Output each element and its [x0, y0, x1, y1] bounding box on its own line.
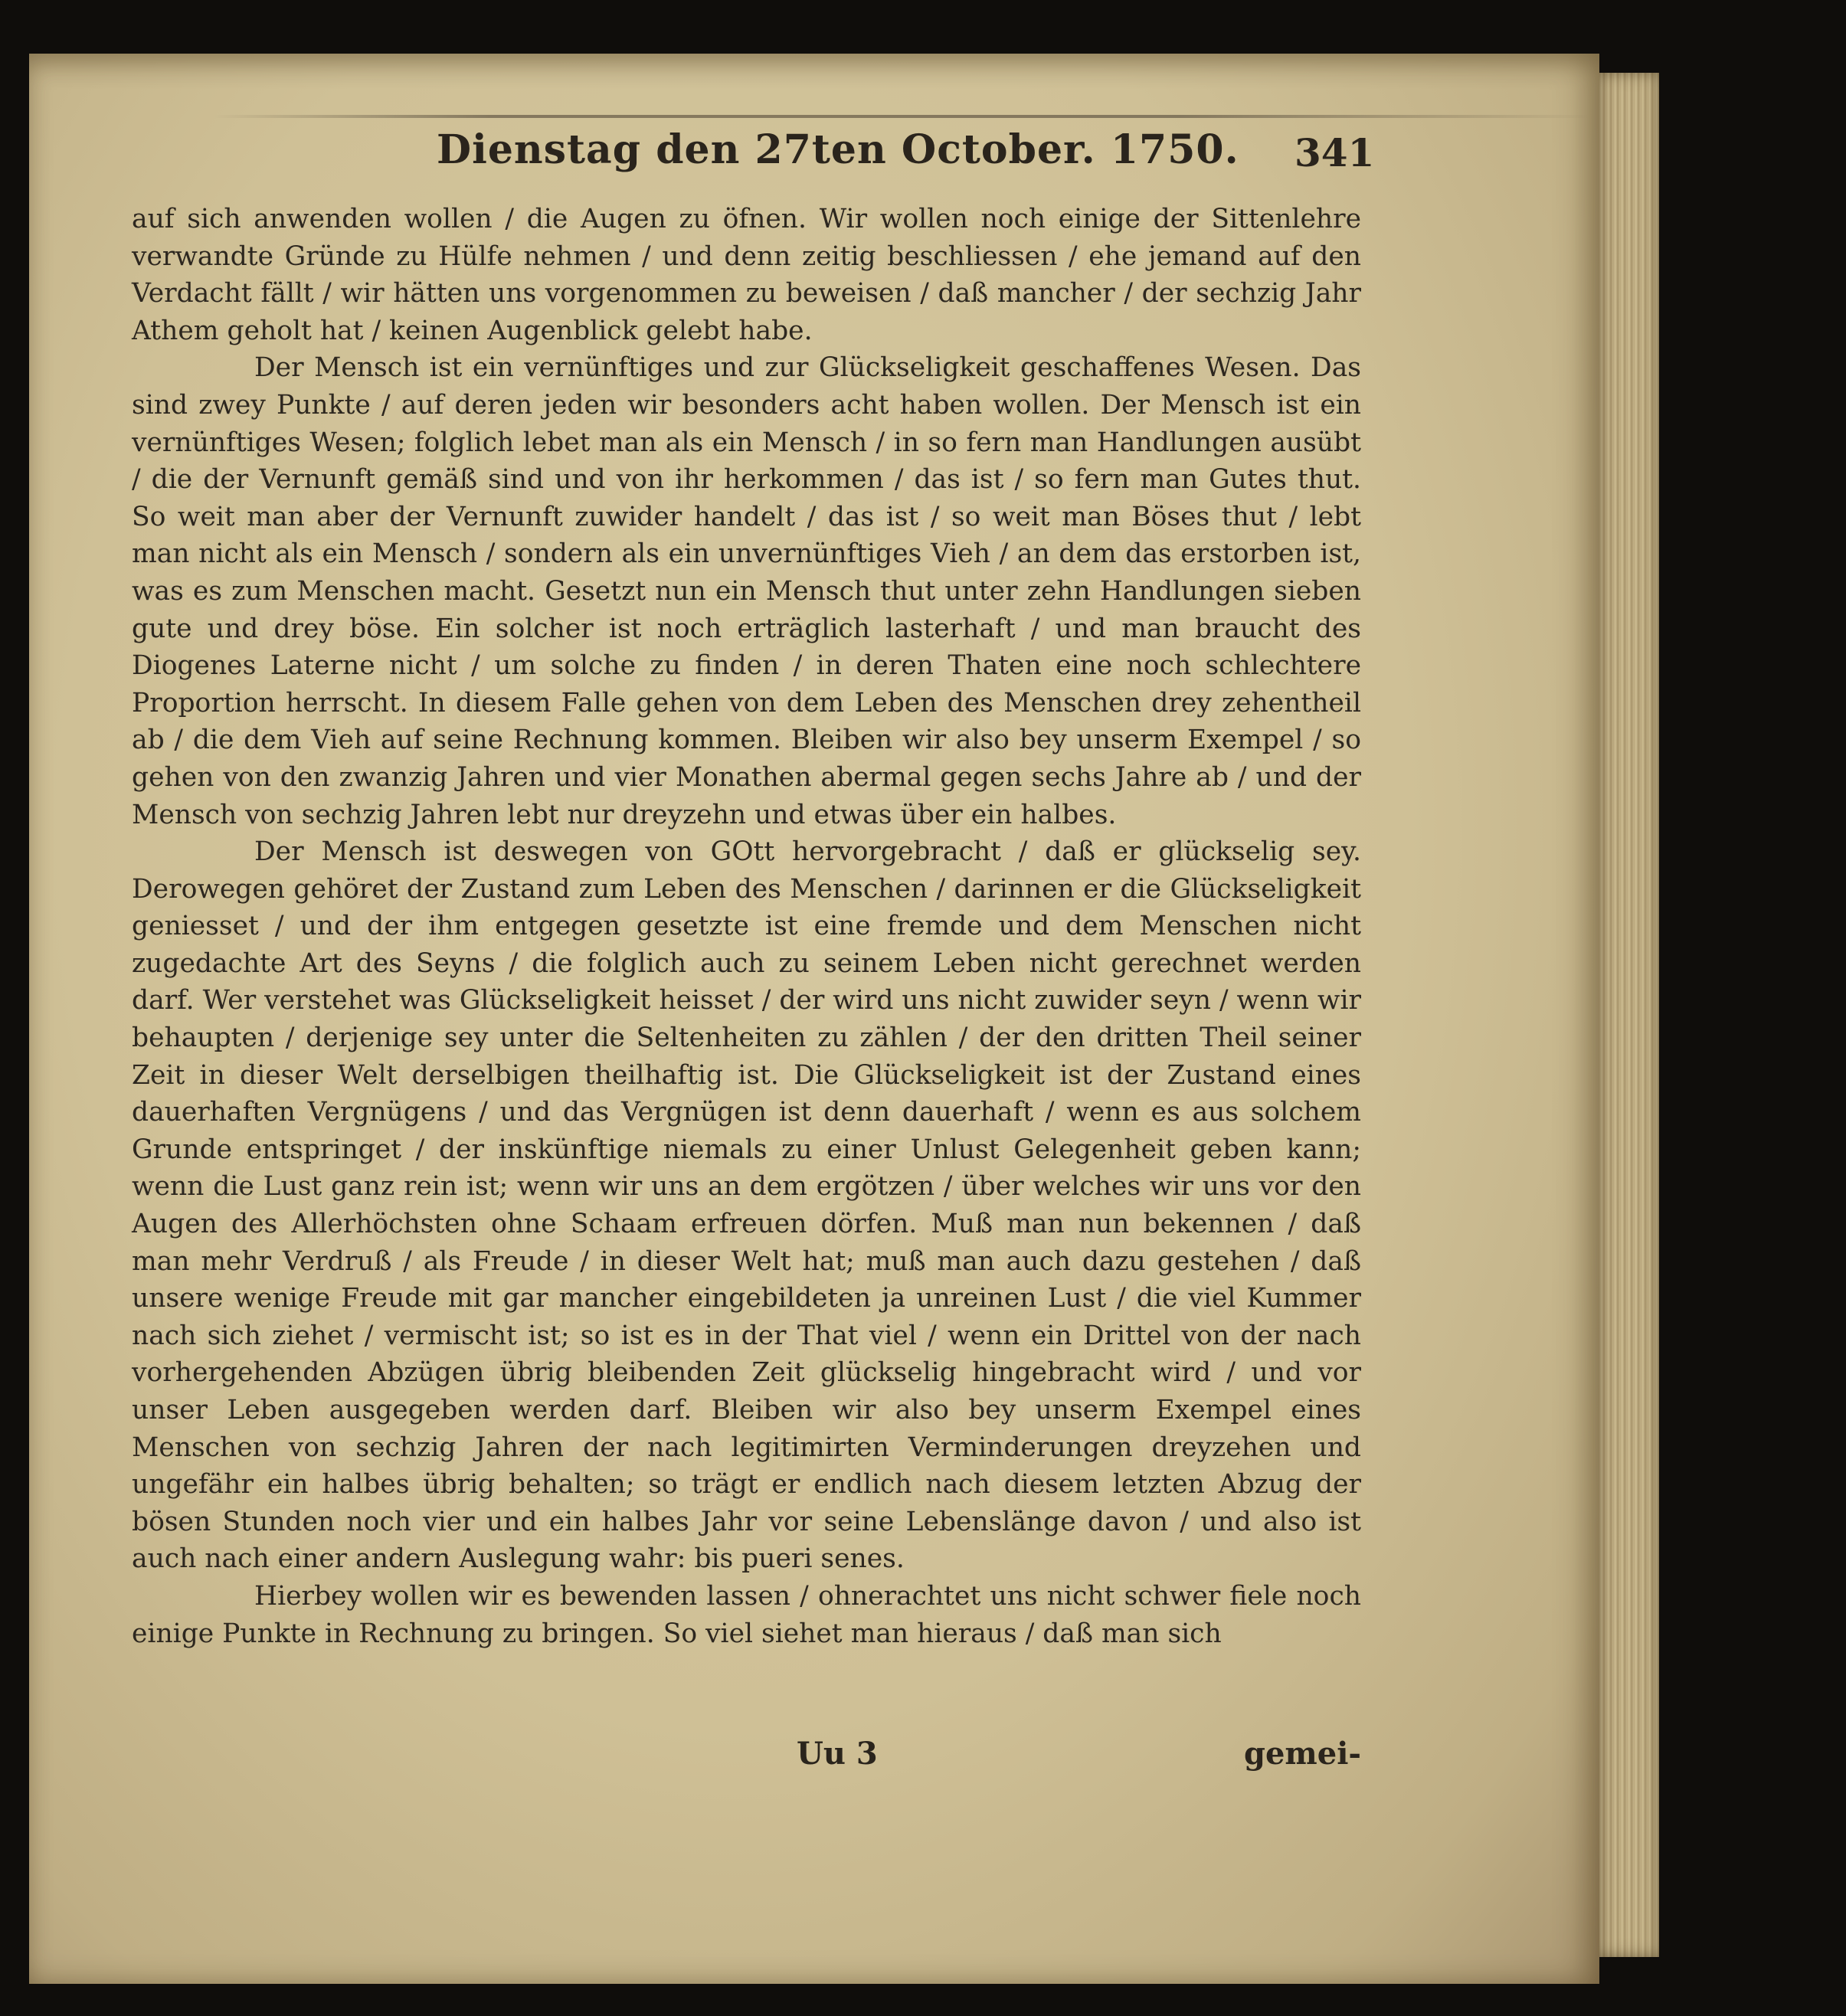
paragraph-4: Hierbey wollen wir es bewenden lassen / ohnerachtet uns nicht schwer fiele noch einige Punkte in Rechnung zu bringen. So viel siehet man hieraus / daß man sich	[132, 1580, 1361, 1649]
running-head: Dienstag den 27ten October. 1750.	[437, 126, 1239, 173]
page-footer	[132, 1736, 1361, 1782]
page-number: 341	[1294, 130, 1375, 175]
paragraph-3: Der Mensch ist deswegen von GOtt hervorgebracht / daß er glückselig sey. Derowegen gehöret der Zustand zum Leben des Menschen / darinnen er die Glückseligkeit geniesset / und der ihm entgegen gesetzte ist eine fremde und dem Menschen nicht zugedachte Art des Seyns / die folglich auch zu seinem Leben nicht gerechnet werden darf. Wer verstehet was Glückseligkeit heisset / der wird uns nicht zuwider seyn / wenn wir behaupten / derjenige sey unter die Seltenheiten zu zählen / der den dritten Theil seiner Zeit in dieser Welt derselbigen theilhaftig ist. Die Glückseligkeit ist der Zustand eines dauerhaften Vergnügens / und das Vergnügen ist denn dauerhaft / wenn es aus solchem Grunde entspringet / der inskünftige niemals zu einer Unlust Gelegenheit geben kann; wenn die Lust ganz rein ist; wenn wir uns an dem ergötzen / über welches wir uns vor den Augen des Allerhöchsten ohne Schaam erfreuen dörfen. Muß man nun bekennen / daß man mehr Verdruß / als Freude / in dieser Welt hat; muß man auch dazu gestehen / daß unsere wenige Freude mit gar mancher eingebildeten ja unreinen Lust / die viel Kummer nach sich ziehet / vermischt ist; so ist es in der That viel / wenn ein Drittel von der nach vorhergehenden Abzügen übrig bleibenden Zeit glückselig hingebracht wird / und vor unser Leben ausgegeben werden darf. Bleiben wir also bey unserm Exempel eines Menschen von sechzig Jahren der nach legitimirten Verminderungen dreyzehen und ungefähr ein halbes übrig behalten; so trägt er endlich nach diesem letzten Abzug der bösen Stunden noch vier und ein halbes Jahr vor seine Lebenslänge davon / und also ist auch nach einer andern Auslegung wahr: bis pueri senes.	[132, 836, 1361, 1575]
catchword: gemei-	[1244, 1736, 1361, 1772]
signature-mark: Uu 3	[797, 1736, 878, 1772]
page-fore-edge	[1599, 73, 1659, 1957]
paragraph-2: Der Mensch ist ein vernünftiges und zur Glückseligkeit geschaffenes Wesen. Das sind zwey Punkte / auf deren jeden wir besonders acht haben wollen. Der Mensch ist ein vernünftiges Wesen; folglich lebet man als ein Mensch / in so fern man Handlungen ausübt / die der Vernunft gemäß sind und von ihr herkommen / das ist / so fern man Gutes thut. So weit man aber der Vernunft zuwider handelt / das ist / so weit man Böses thut / lebt man nicht als ein Mensch / sondern als ein unvernünftiges Vieh / an dem das erstorben ist, was es zum Menschen macht. Gesetzt nun ein Mensch thut unter zehn Handlungen sieben gute und drey böse. Ein solcher ist noch erträglich lasterhaft / und man braucht des Diogenes Laterne nicht / um solche zu finden / in deren Thaten eine noch schlechtere Proportion herrscht. In diesem Falle gehen von dem Leben des Menschen drey zehentheil ab / die dem Vieh auf seine Rechnung kommen. Bleiben wir also bey unserm Exempel / so gehen von den zwanzig Jahren und vier Monathen abermal gegen sechs Jahre ab / und der Mensch von sechzig Jahren lebt nur dreyzehn und etwas über ein halbes.	[132, 352, 1361, 830]
body-text	[132, 201, 1361, 1652]
top-edge-shadow	[213, 115, 1592, 118]
paragraph-1: auf sich anwenden wollen / die Augen zu öfnen. Wir wollen noch einige der Sittenlehre verwandte Gründe zu Hülfe nehmen / und denn zeitig beschliessen / ehe jemand auf den Verdacht fällt / wir hätten uns vorgenommen zu beweisen / daß mancher / der sechzig Jahr Athem geholt hat / keinen Augenblick gelebt habe.	[132, 204, 1361, 346]
